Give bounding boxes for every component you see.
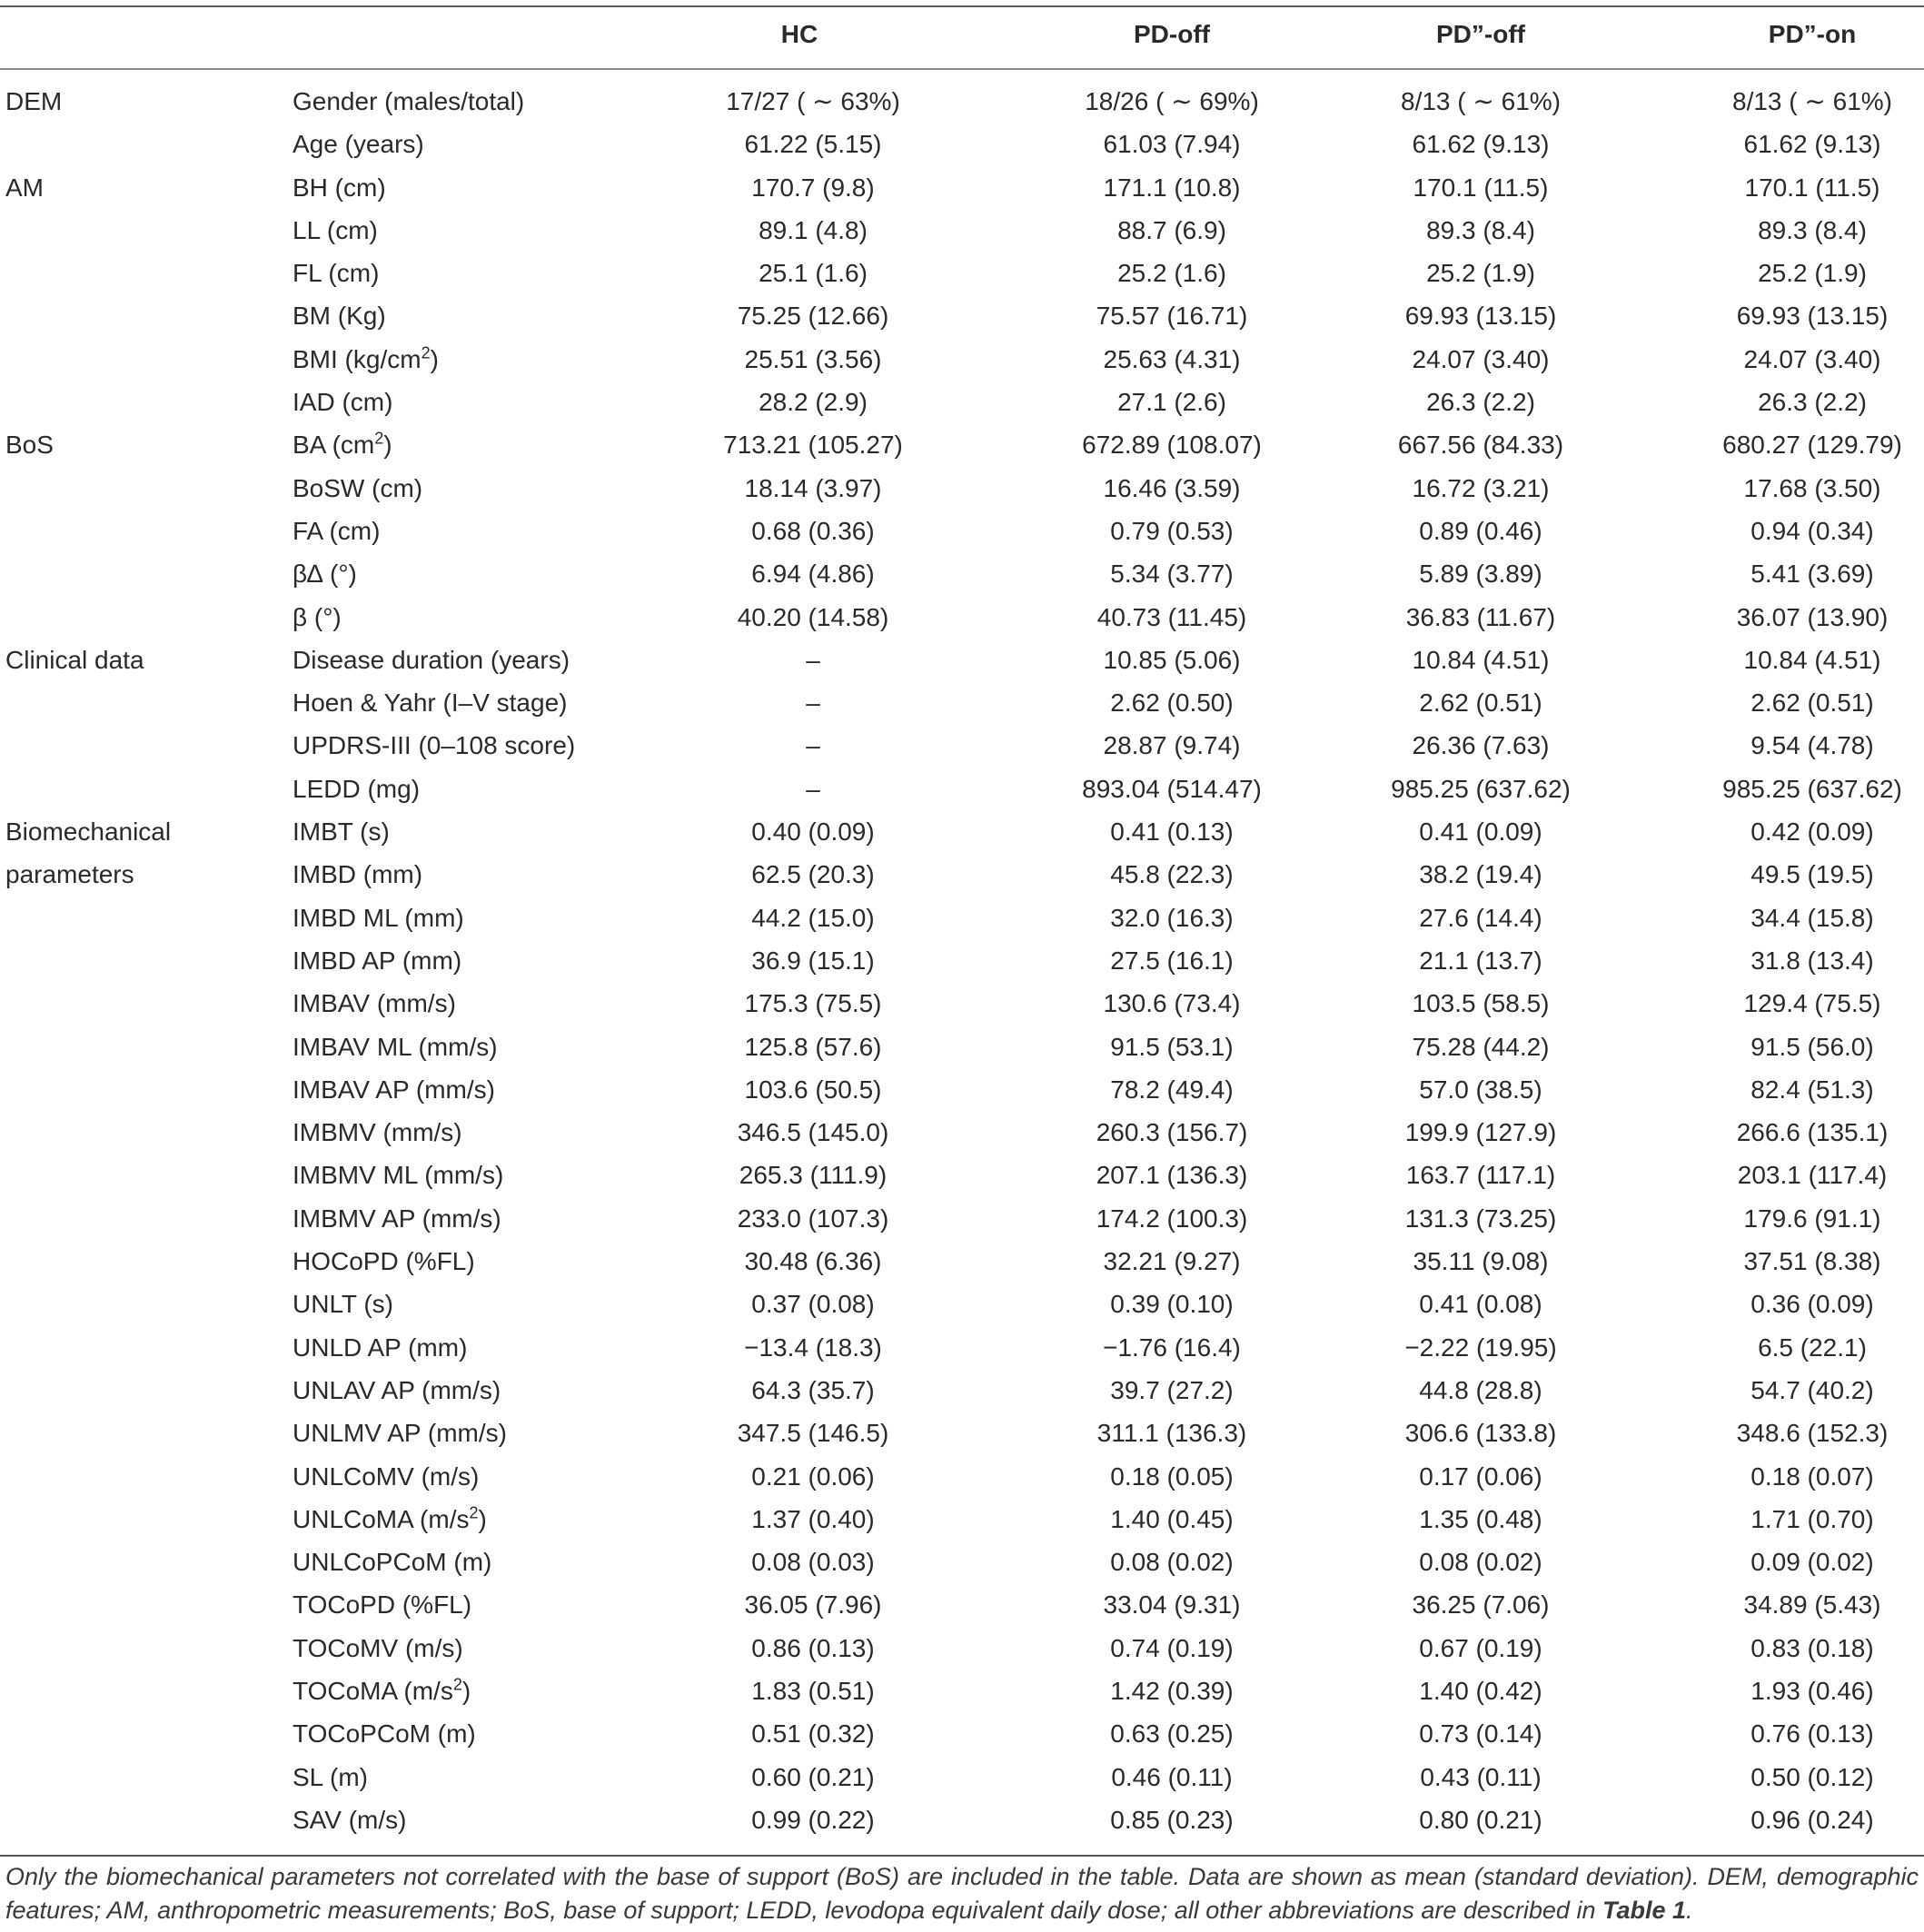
table-row [0, 939, 1924, 982]
table-row [0, 1326, 1924, 1369]
table-row [0, 897, 1924, 939]
cell-pd-off: 0.18 (0.05) [1110, 1461, 1234, 1491]
row-parameter: LL (cm) [293, 215, 378, 244]
row-parameter: IMBAV ML (mm/s) [293, 1032, 498, 1061]
table-row [0, 1025, 1924, 1068]
cell-pd-off: 25.2 (1.6) [1117, 259, 1226, 288]
cell-pd-off: 1.40 (0.45) [1110, 1504, 1234, 1533]
cell-pd-off: 28.87 (9.74) [1103, 731, 1241, 760]
cell-hc: 346.5 (145.0) [737, 1118, 889, 1147]
cell-pd-prime-on: 26.3 (2.2) [1758, 388, 1867, 417]
cell-pd-prime-on: 54.7 (40.2) [1750, 1375, 1874, 1404]
cell-pd-prime-off: 0.89 (0.46) [1419, 516, 1542, 545]
row-parameter: IMBD (mm) [293, 860, 423, 889]
row-parameter: SAV (m/s) [293, 1805, 407, 1834]
cell-pd-prime-on: 170.1 (11.5) [1744, 173, 1880, 202]
table-row [0, 252, 1924, 294]
table-row [0, 1111, 1924, 1154]
cell-pd-prime-on: 0.36 (0.09) [1750, 1290, 1874, 1319]
cell-hc: 0.21 (0.06) [751, 1461, 875, 1491]
cell-pd-prime-on: 49.5 (19.5) [1750, 860, 1874, 889]
row-parameter: IMBMV AP (mm/s) [293, 1204, 501, 1233]
cell-pd-off: 0.85 (0.23) [1110, 1805, 1234, 1834]
cell-pd-prime-on: 25.2 (1.9) [1758, 259, 1867, 288]
cell-hc: 0.40 (0.09) [751, 817, 875, 847]
row-category: parameters [5, 860, 134, 889]
cell-pd-prime-off: 667.56 (84.33) [1397, 431, 1564, 460]
cell-hc: 125.8 (57.6) [744, 1032, 882, 1061]
cell-pd-prime-off: 57.0 (38.5) [1419, 1075, 1542, 1104]
cell-pd-prime-on: 0.09 (0.02) [1750, 1548, 1874, 1577]
row-parameter: UPDRS-III (0–108 score) [293, 731, 576, 760]
cell-pd-prime-off: 10.84 (4.51) [1412, 645, 1550, 674]
cell-pd-prime-on: 89.3 (8.4) [1758, 215, 1867, 244]
cell-pd-off: 0.74 (0.19) [1110, 1633, 1234, 1662]
row-parameter: IMBD AP (mm) [293, 946, 462, 975]
cell-pd-prime-on: 17.68 (3.50) [1743, 473, 1881, 502]
row-parameter: IMBAV (mm/s) [293, 989, 456, 1018]
footnote-end: . [1686, 1897, 1693, 1924]
table-row [0, 381, 1924, 423]
cell-pd-prime-on: 0.83 (0.18) [1750, 1633, 1874, 1662]
table-row [0, 510, 1924, 552]
cell-hc: 36.9 (15.1) [751, 946, 875, 975]
cell-pd-prime-on: 266.6 (135.1) [1736, 1118, 1889, 1147]
cell-pd-prime-on: 0.76 (0.13) [1750, 1719, 1874, 1749]
cell-hc: 18.14 (3.97) [744, 473, 882, 502]
cell-pd-off: 39.7 (27.2) [1110, 1375, 1234, 1404]
row-parameter [293, 423, 392, 466]
table-row [0, 681, 1924, 724]
cell-hc: 17/27 ( ∼ 63%) [726, 87, 900, 115]
parameter-superscript: 2 [374, 430, 384, 449]
cell-pd-off: 207.1 (136.3) [1096, 1161, 1248, 1190]
row-parameter: UNLAV AP (mm/s) [293, 1375, 501, 1404]
row-parameter: TOCoPCoM (m) [293, 1719, 476, 1749]
cell-pd-prime-off: 103.5 (58.5) [1412, 989, 1550, 1018]
table-row [0, 1541, 1924, 1583]
bottom-rule [0, 1855, 1924, 1857]
cell-pd-prime-off: 2.62 (0.51) [1419, 689, 1542, 718]
cell-pd-off: 672.89 (108.07) [1082, 431, 1262, 460]
cell-pd-off: 311.1 (136.3) [1096, 1419, 1247, 1448]
cell-hc: 0.99 (0.22) [751, 1805, 875, 1834]
cell-pd-off: 0.41 (0.13) [1110, 817, 1234, 847]
row-parameter: Gender (males/total) [293, 87, 525, 115]
table-row [0, 1068, 1924, 1111]
cell-pd-prime-off: 26.3 (2.2) [1426, 388, 1535, 417]
cell-pd-off: 2.62 (0.50) [1110, 689, 1234, 718]
table-footnote [5, 1860, 1919, 1927]
cell-pd-prime-off: 0.17 (0.06) [1419, 1461, 1542, 1491]
cell-hc: 265.3 (111.9) [739, 1161, 888, 1190]
cell-hc: 0.60 (0.21) [751, 1762, 875, 1791]
table-row [0, 810, 1924, 853]
cell-pd-prime-off: 26.36 (7.63) [1412, 731, 1550, 760]
row-parameter: β (°) [293, 602, 342, 631]
row-parameter: Age (years) [293, 130, 424, 159]
cell-hc: – [806, 731, 820, 760]
cell-pd-prime-off: 38.2 (19.4) [1419, 860, 1542, 889]
row-parameter: IMBD ML (mm) [293, 903, 464, 932]
cell-pd-off: 0.46 (0.11) [1111, 1762, 1233, 1791]
table-row [0, 338, 1924, 381]
cell-pd-off: 61.03 (7.94) [1103, 130, 1241, 159]
cell-pd-prime-on: 0.94 (0.34) [1750, 516, 1874, 545]
parameter-label: BA (cm [293, 431, 375, 460]
cell-pd-prime-off: 0.41 (0.09) [1419, 817, 1542, 847]
row-category: DEM [5, 87, 63, 115]
cell-pd-prime-on: 179.6 (91.1) [1743, 1204, 1881, 1233]
cell-hc: 75.25 (12.66) [737, 302, 889, 331]
table-row [0, 423, 1924, 466]
cell-pd-prime-off: 16.72 (3.21) [1412, 473, 1550, 502]
cell-pd-prime-off: 75.28 (44.2) [1412, 1032, 1550, 1061]
header-hc: HC [780, 20, 818, 48]
table-row [0, 724, 1924, 767]
cell-pd-off: 893.04 (514.47) [1082, 774, 1262, 803]
parameter-superscript: 2 [421, 343, 431, 362]
cell-pd-off: 10.85 (5.06) [1103, 645, 1241, 674]
cell-pd-prime-off: 69.93 (13.15) [1404, 302, 1557, 331]
cell-pd-prime-on: 82.4 (51.3) [1750, 1075, 1874, 1104]
cell-pd-prime-off: 985.25 (637.62) [1391, 774, 1571, 803]
row-parameter: TOCoPD (%FL) [293, 1590, 472, 1620]
table-row [0, 1455, 1924, 1498]
cell-pd-off: 75.57 (16.71) [1096, 302, 1248, 331]
cell-pd-prime-off: 163.7 (117.1) [1405, 1161, 1556, 1190]
table-row [0, 467, 1924, 510]
cell-hc: 0.51 (0.32) [751, 1719, 875, 1749]
cell-pd-off: 27.5 (16.1) [1110, 946, 1234, 975]
cell-pd-off: 91.5 (53.1) [1110, 1032, 1234, 1061]
row-parameter: BM (Kg) [293, 302, 386, 331]
cell-pd-prime-off: 24.07 (3.40) [1412, 344, 1550, 373]
cell-pd-prime-off: 27.6 (14.4) [1419, 903, 1542, 932]
table-row [0, 639, 1924, 681]
cell-pd-prime-off: 131.3 (73.25) [1404, 1204, 1557, 1233]
row-parameter: IAD (cm) [293, 388, 393, 417]
row-parameter: Hoen & Yahr (I–V stage) [293, 689, 568, 718]
row-category: Biomechanical [5, 817, 172, 847]
row-parameter: Disease duration (years) [293, 645, 570, 674]
table-row [0, 209, 1924, 252]
cell-pd-prime-on: 0.42 (0.09) [1750, 817, 1874, 847]
table-body [0, 80, 1924, 1841]
table-row [0, 166, 1924, 209]
row-category: BoS [5, 431, 54, 460]
cell-hc: −13.4 (18.3) [744, 1333, 882, 1362]
cell-hc: 30.48 (6.36) [744, 1247, 882, 1276]
cell-hc: 347.5 (146.5) [737, 1419, 889, 1448]
footnote-table-ref: Table 1 [1602, 1897, 1687, 1924]
cell-hc: 1.37 (0.40) [751, 1504, 875, 1533]
row-parameter: TOCoMV (m/s) [293, 1633, 463, 1662]
parameter-label: TOCoMA (m/s [293, 1676, 453, 1705]
table-row [0, 1283, 1924, 1325]
cell-hc: 170.7 (9.8) [751, 173, 875, 202]
cell-pd-prime-on: 61.62 (9.13) [1743, 130, 1881, 159]
cell-pd-prime-off: 199.9 (127.9) [1404, 1118, 1557, 1147]
footnote-text: Only the biomechanical parameters not correlated with the base of support (BoS) are included in the table. Data are shown as mean (standard deviation). DEM, demographic features; AM, anthropometric measurements; BoS, base of support; LEDD, levodopa equivalent daily dose; all other abbreviations are described in [5, 1863, 1919, 1924]
table-row [0, 982, 1924, 1025]
cell-pd-prime-on: 69.93 (13.15) [1736, 302, 1889, 331]
row-parameter: IMBMV ML (mm/s) [293, 1161, 504, 1190]
cell-pd-off: 33.04 (9.31) [1103, 1590, 1241, 1620]
cell-pd-prime-off: 36.83 (11.67) [1405, 602, 1556, 631]
cell-hc: 44.2 (15.0) [751, 903, 875, 932]
cell-pd-off: 174.2 (100.3) [1096, 1204, 1248, 1233]
row-parameter: FA (cm) [293, 516, 381, 545]
row-parameter: SL (m) [293, 1762, 368, 1791]
cell-pd-prime-on: 6.5 (22.1) [1758, 1333, 1867, 1362]
row-parameter: FL (cm) [293, 259, 380, 288]
cell-pd-prime-on: 203.1 (117.4) [1737, 1161, 1888, 1190]
cell-hc: 233.0 (107.3) [737, 1204, 889, 1233]
cell-pd-prime-on: 680.27 (129.79) [1722, 431, 1902, 460]
cell-pd-prime-off: 0.41 (0.08) [1419, 1290, 1542, 1319]
parameter-label-end: ) [478, 1504, 487, 1533]
cell-hc: 6.94 (4.86) [751, 560, 875, 589]
cell-pd-off: 0.08 (0.02) [1110, 1548, 1234, 1577]
cell-hc: 713.21 (105.27) [723, 431, 903, 460]
cell-pd-prime-off: 5.89 (3.89) [1419, 560, 1542, 589]
cell-hc: 40.20 (14.58) [737, 602, 889, 631]
cell-pd-prime-on: 34.89 (5.43) [1743, 1590, 1881, 1620]
cell-pd-prime-on: 0.96 (0.24) [1750, 1805, 1874, 1834]
cell-hc: 61.22 (5.15) [744, 130, 882, 159]
cell-hc: – [806, 689, 820, 718]
cell-pd-prime-off: 1.35 (0.48) [1419, 1504, 1542, 1533]
cell-pd-prime-on: 1.71 (0.70) [1750, 1504, 1874, 1533]
cell-pd-off: 171.1 (10.8) [1103, 173, 1241, 202]
cell-pd-prime-off: 61.62 (9.13) [1412, 130, 1550, 159]
table-row [0, 1583, 1924, 1626]
cell-pd-off: 32.21 (9.27) [1103, 1247, 1241, 1276]
parameter-label: UNLCoMA (m/s [293, 1504, 470, 1533]
cell-pd-off: −1.76 (16.4) [1103, 1333, 1241, 1362]
table-row [0, 768, 1924, 810]
row-parameter [293, 1498, 487, 1541]
cell-pd-prime-on: 0.50 (0.12) [1750, 1762, 1874, 1791]
table-row [0, 1197, 1924, 1240]
header-pd-prime-off: PD”-off [1436, 20, 1525, 48]
cell-hc: 28.2 (2.9) [759, 388, 868, 417]
cell-pd-prime-off: 25.2 (1.9) [1426, 259, 1535, 288]
parameter-label: BMI (kg/cm [293, 344, 421, 373]
row-parameter: UNLCoPCoM (m) [293, 1548, 492, 1577]
cell-pd-off: 16.46 (3.59) [1103, 473, 1241, 502]
parameter-superscript: 2 [469, 1503, 479, 1522]
header-pd-prime-on: PD”-on [1768, 20, 1857, 48]
table-row [0, 1154, 1924, 1196]
top-rule [0, 5, 1924, 7]
cell-pd-prime-off: 0.43 (0.11) [1420, 1762, 1542, 1791]
cell-pd-prime-on: 129.4 (75.5) [1743, 989, 1881, 1018]
cell-pd-prime-off: 170.1 (11.5) [1413, 173, 1549, 202]
cell-pd-prime-off: 0.80 (0.21) [1419, 1805, 1542, 1834]
cell-pd-prime-on: 91.5 (56.0) [1750, 1032, 1874, 1061]
cell-pd-off: 32.0 (16.3) [1110, 903, 1234, 932]
table-row [0, 294, 1924, 337]
table-row [0, 1369, 1924, 1412]
cell-hc: 25.1 (1.6) [759, 259, 868, 288]
row-parameter: LEDD (mg) [293, 774, 421, 803]
cell-pd-prime-off: 44.8 (28.8) [1419, 1375, 1542, 1404]
cell-pd-off: 0.63 (0.25) [1110, 1719, 1234, 1749]
cell-pd-prime-on: 2.62 (0.51) [1750, 689, 1874, 718]
row-parameter: UNLCoMV (m/s) [293, 1461, 480, 1491]
cell-hc: 64.3 (35.7) [751, 1375, 875, 1404]
cell-pd-prime-on: 34.4 (15.8) [1750, 903, 1874, 932]
cell-pd-off: 130.6 (73.4) [1103, 989, 1241, 1018]
cell-pd-prime-off: 1.40 (0.42) [1419, 1676, 1542, 1705]
parameter-label-end: ) [383, 431, 392, 460]
header-pd-off: PD-off [1134, 20, 1210, 48]
cell-pd-off: 18/26 ( ∼ 69%) [1085, 87, 1259, 115]
row-parameter: UNLT (s) [293, 1290, 393, 1319]
row-parameter: BoSW (cm) [293, 473, 423, 502]
cell-pd-prime-off: −2.22 (19.95) [1404, 1333, 1557, 1362]
cell-pd-prime-on: 37.51 (8.38) [1743, 1247, 1881, 1276]
cell-pd-off: 45.8 (22.3) [1110, 860, 1234, 889]
cell-pd-off: 0.79 (0.53) [1110, 516, 1234, 545]
cell-pd-prime-on: 0.18 (0.07) [1750, 1461, 1874, 1491]
cell-hc: 1.83 (0.51) [751, 1676, 875, 1705]
cell-hc: 0.68 (0.36) [751, 516, 875, 545]
cell-pd-prime-on: 5.41 (3.69) [1750, 560, 1874, 589]
table-row [0, 1412, 1924, 1454]
cell-pd-off: 78.2 (49.4) [1110, 1075, 1234, 1104]
cell-hc: – [806, 645, 820, 674]
parameter-label-end: ) [461, 1676, 471, 1705]
table-row [0, 123, 1924, 165]
cell-hc: 89.1 (4.8) [759, 215, 868, 244]
table-row [0, 1240, 1924, 1283]
cell-hc: 36.05 (7.96) [744, 1590, 882, 1620]
row-parameter: BH (cm) [293, 173, 386, 202]
table-row [0, 1756, 1924, 1798]
table-row [0, 1712, 1924, 1755]
cell-pd-prime-off: 306.6 (133.8) [1404, 1419, 1557, 1448]
cell-pd-off: 25.63 (4.31) [1103, 344, 1241, 373]
row-parameter: HOCoPD (%FL) [293, 1247, 475, 1276]
cell-pd-prime-on: 36.07 (13.90) [1736, 602, 1889, 631]
parameter-superscript: 2 [452, 1675, 462, 1694]
table-row [0, 1498, 1924, 1541]
cell-hc: 62.5 (20.3) [751, 860, 875, 889]
table-row [0, 1627, 1924, 1669]
row-parameter: UNLD AP (mm) [293, 1333, 468, 1362]
cell-pd-prime-off: 35.11 (9.08) [1413, 1247, 1549, 1276]
cell-hc: 0.37 (0.08) [751, 1290, 875, 1319]
cell-pd-prime-off: 0.73 (0.14) [1419, 1719, 1542, 1749]
cell-hc: 0.86 (0.13) [751, 1633, 875, 1662]
parameter-label-end: ) [430, 344, 439, 373]
row-parameter: UNLMV AP (mm/s) [293, 1419, 507, 1448]
cell-pd-prime-on: 31.8 (13.4) [1750, 946, 1874, 975]
cell-pd-prime-on: 1.93 (0.46) [1750, 1676, 1874, 1705]
cell-hc: 25.51 (3.56) [744, 344, 882, 373]
cell-pd-off: 260.3 (156.7) [1096, 1118, 1248, 1147]
table-row [0, 80, 1924, 123]
cell-pd-prime-off: 0.08 (0.02) [1419, 1548, 1542, 1577]
cell-pd-prime-on: 9.54 (4.78) [1750, 731, 1874, 760]
cell-pd-off: 5.34 (3.77) [1110, 560, 1234, 589]
header-rule [0, 68, 1924, 70]
row-parameter: IMBMV (mm/s) [293, 1118, 462, 1147]
row-category: AM [5, 173, 44, 202]
cell-pd-prime-on: 24.07 (3.40) [1743, 344, 1881, 373]
cell-pd-prime-off: 36.25 (7.06) [1412, 1590, 1550, 1620]
row-parameter: IMBT (s) [293, 817, 390, 847]
row-parameter [293, 338, 439, 381]
table-row [0, 853, 1924, 896]
cell-pd-prime-on: 10.84 (4.51) [1743, 645, 1881, 674]
table-row [0, 552, 1924, 595]
cell-pd-off: 27.1 (2.6) [1117, 388, 1226, 417]
row-parameter [293, 1669, 471, 1712]
cell-hc: 0.08 (0.03) [751, 1548, 875, 1577]
cell-pd-off: 1.42 (0.39) [1110, 1676, 1234, 1705]
cell-hc: – [806, 774, 820, 803]
cell-pd-prime-on: 985.25 (637.62) [1722, 774, 1902, 803]
cell-pd-off: 88.7 (6.9) [1117, 215, 1226, 244]
cell-pd-prime-on: 8/13 ( ∼ 61%) [1732, 87, 1892, 115]
cell-pd-prime-off: 21.1 (13.7) [1419, 946, 1542, 975]
table-row [0, 596, 1924, 639]
row-category: Clinical data [5, 645, 144, 674]
cell-pd-prime-off: 8/13 ( ∼ 61%) [1401, 87, 1561, 115]
table-row [0, 1798, 1924, 1841]
cell-hc: 175.3 (75.5) [744, 989, 882, 1018]
cell-pd-off: 40.73 (11.45) [1096, 602, 1247, 631]
row-parameter: β∆ (°) [293, 560, 357, 589]
row-parameter: IMBAV AP (mm/s) [293, 1075, 495, 1104]
table-row [0, 1669, 1924, 1712]
cell-pd-prime-off: 89.3 (8.4) [1426, 215, 1535, 244]
cell-hc: 103.6 (50.5) [744, 1075, 882, 1104]
cell-pd-prime-off: 0.67 (0.19) [1419, 1633, 1542, 1662]
cell-pd-prime-on: 348.6 (152.3) [1736, 1419, 1889, 1448]
cell-pd-off: 0.39 (0.10) [1110, 1290, 1234, 1319]
